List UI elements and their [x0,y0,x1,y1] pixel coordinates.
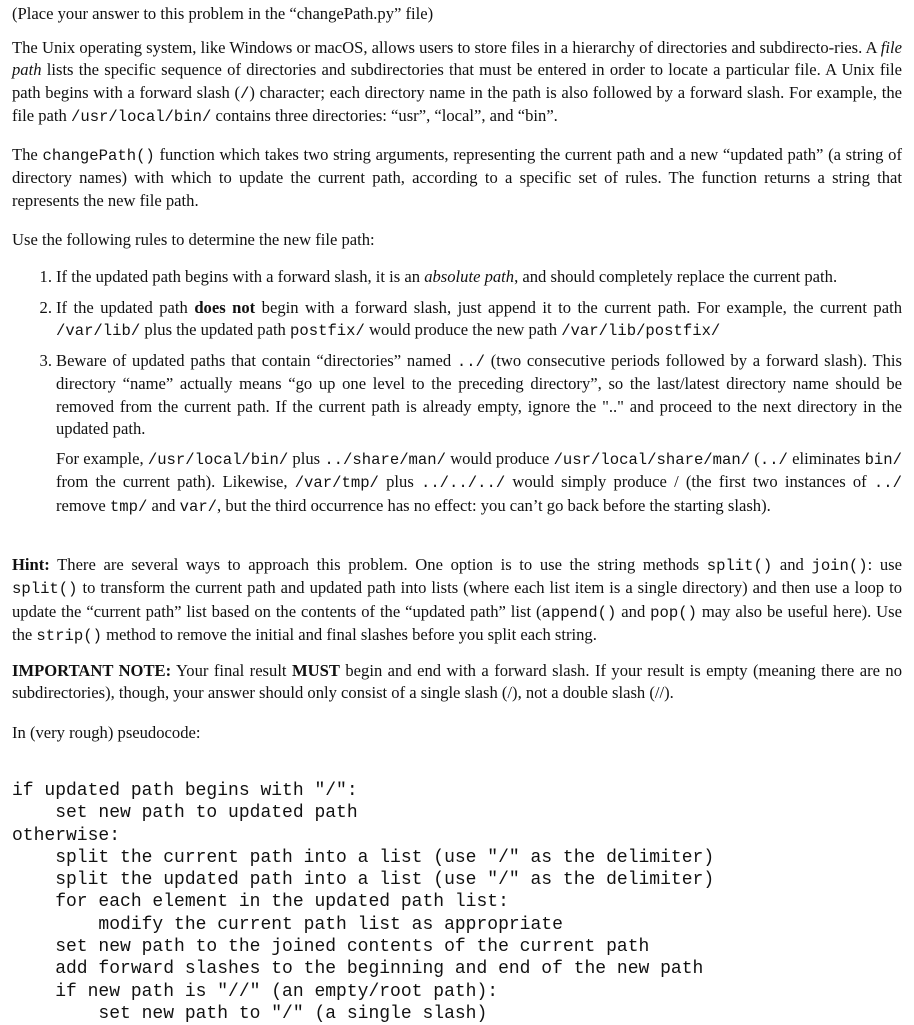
code-line: if updated path begins with "/": [12,781,358,801]
intro-text: The Unix operating system, like Windows or macOS, allows users to store files in a hierarchy of directories and subdirecto-ries. A [12,38,881,57]
path-code: var/ [179,497,218,516]
method-code: join() [811,557,868,575]
desc-text: function which takes two string arguments, representing the current path and a new “updated path” (a string of directory names) with which to update the current path, according to a specific set of rules. The function returns a string that represents the new file path. [12,145,902,210]
rule-text [56,266,902,288]
path-code: postfix/ [290,322,365,341]
rule-text-part: begin with a forward slash, just append it to the current path. For example, the current path [255,298,902,317]
rule-example [56,448,902,518]
hint-text: to transform the current path and updated path into lists (where each list item is a single directory) and then use a loop to update the “current path” list based on the contents of the “updated path” list ( [12,578,902,621]
example-text: eliminates [787,449,865,468]
intro-text: lists the specific sequence of directories and subdirectories that must be entered in order to locate a particular file. A Unix file path begins with a forward slash ( [12,60,902,102]
example-text: remove [56,495,110,515]
code-line: split the updated path into a list (use "/" as the delimiter) [12,870,715,891]
code-line: otherwise: [12,825,121,846]
rule-number: 1. [39,267,52,286]
rule-text-part: would produce the new path [364,320,562,340]
example-text: from the current path). Likewise, [56,472,295,492]
code-line: split the current path into a list (use "/" as the delimiter) [12,847,715,868]
method-code: pop() [650,603,697,622]
method-code: append() [541,603,617,622]
file-path-term: file path [12,38,902,80]
path-code: ../../../ [420,474,506,493]
rule-text [56,297,902,343]
path-code: ../ [873,474,902,493]
intro-text: contains three directories: “usr”, “local”, and “bin”. [211,105,558,125]
path-code: /var/lib/postfix/ [561,322,721,341]
method-code: split() [12,580,78,599]
absolute-path-term: absolute path [424,267,515,286]
path-code: /usr/local/share/man/ [553,451,751,469]
code-line: set new path to the joined contents of the current path [12,937,650,958]
rule-text-part: If the updated path [56,298,195,317]
code-line: modify the current path list as appropriate [12,914,563,935]
path-code: ../ [759,451,788,469]
hint-label: Hint: [12,555,50,574]
example-text: would simply produce / (the first two instances of [505,472,874,492]
hint-text: may also be useful here). Use the [12,601,902,644]
rule-text-part: , and should completely replace the current path. [514,267,838,286]
path-code: tmp/ [109,497,148,516]
code-line: set new path to "/" (a single slash) [12,1003,488,1024]
method-code: strip() [36,626,102,645]
example-text: and [147,495,180,515]
important-label: IMPORTANT NOTE: [12,661,172,680]
rule-text-part: plus the updated path [140,320,291,340]
important-text: begin and end with a forward slash. If your result is empty (meaning there are no subdirectories), though, your answer should only consist of a single slash (/), not a double slash (//). [12,661,902,703]
code-line: add forward slashes to the beginning and end of the new path [12,959,704,980]
hint-text: method to remove the initial and final slashes before you split each string. [101,624,597,644]
code-line: set new path to updated path [12,803,358,824]
important-note [12,660,902,705]
example-text: plus [288,449,325,468]
rule-number: 3. [39,351,52,370]
header-note: (Place your answer to this problem in the “changePath.py” file) [12,4,434,23]
desc-text: The [12,145,43,164]
rule-text [56,350,902,440]
example-text: would produce [445,449,554,468]
hint-text: and [616,601,651,621]
hint-text: : use [867,555,902,574]
hint-paragraph [12,554,902,647]
example-path-code: /usr/local/bin/ [70,107,212,126]
example-text: , but the third occurrence has no effect: you can’t go back before the starting slash). [217,495,771,515]
path-code: /usr/local/bin/ [147,451,289,469]
rule-text-part: If the updated path begins with a forward slash, it is an [56,267,425,286]
example-text: ( [750,449,760,468]
must-emphasis: MUST [291,661,340,680]
intro-paragraph [12,37,902,128]
rule-number: 2. [39,298,52,317]
hint-text: There are several ways to approach this problem. One option is to use the string methods [49,555,707,574]
path-code: /var/lib/ [56,322,141,341]
function-name-code: changePath() [42,147,155,165]
does-not-emphasis: does not [194,298,256,317]
hint-text: and [772,555,812,574]
example-text: For example, [56,449,148,468]
pseudocode-intro: In (very rough) pseudocode: [12,723,201,742]
intro-text: ) character; each directory name in the path is also followed by a forward slash. For example, the file path [12,82,902,125]
path-code: /var/tmp/ [294,474,379,493]
method-code: split() [706,557,773,575]
important-text: Your final result [171,661,292,680]
dotdot-code: ../ [456,353,485,371]
function-description [12,144,902,212]
path-code: ../share/man/ [324,451,446,469]
example-text: plus [378,472,421,492]
code-line: if new path is "//" (an empty/root path): [12,981,499,1002]
rule-text-part: Beware of updated paths that contain “directories” named [56,351,457,370]
code-line: for each element in the updated path list: [12,892,509,913]
rules-intro: Use the following rules to determine the new file path: [12,230,375,249]
path-code: bin/ [864,451,902,469]
slash-code: / [240,84,250,103]
rule-text-part: (two consecutive periods followed by a forward slash). This directory “name” actually means “go up one level to the preceding directory”, so the last/latest directory name should be removed from the current path. If the current path is already empty, ignore the ".." and proceed to the next directory in the updated path. [56,351,902,438]
pseudocode-block [12,780,714,1025]
